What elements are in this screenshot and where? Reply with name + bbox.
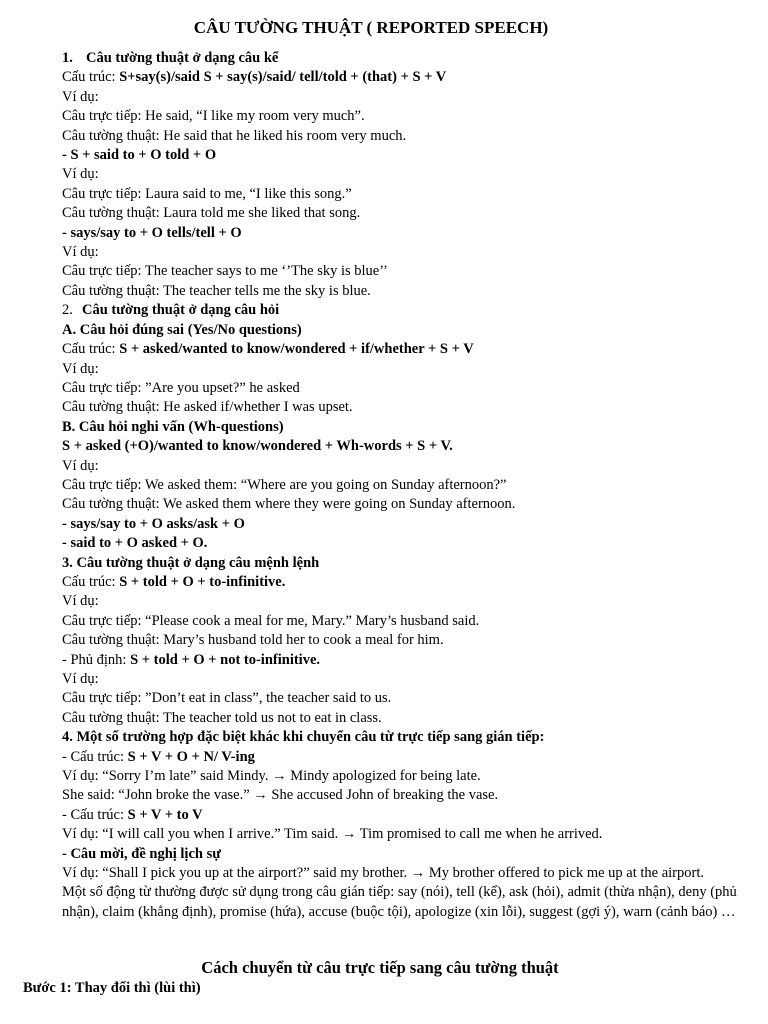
line-formula: S+say(s)/said S + say(s)/said/ tell/told + (that) + S + V	[119, 69, 447, 86]
line-label: - Cấu trúc:	[62, 748, 128, 765]
line-formula: S + asked/wanted to know/wondered + if/whether + S + V	[119, 341, 474, 358]
text-line: Ví dụ: “I will call you when I arrive.” Tim said. → Tim promised to call me when he arrived.	[62, 826, 603, 843]
text-line: Câu trực tiếp: Laura said to me, “I like this song.”	[62, 185, 352, 202]
text-line: Một số động từ thường được sử dụng trong câu gián tiếp: say (nói), tell (kể), ask (hỏi), admit (thừa nhận), deny (phủ nhận), claim (khẳng định), promise (hứa), accuse (buộc tội), apologize (xin lỗi), suggest (gợi ý), warn (cảnh báo) …	[62, 884, 737, 920]
text-line	[62, 651, 752, 670]
text-line: Ví dụ:	[62, 166, 99, 183]
section-heading	[62, 301, 752, 320]
text-line	[62, 806, 752, 825]
section-heading	[62, 49, 752, 68]
text-line: - S + said to + O told + O	[62, 147, 217, 164]
line-formula: S + told + O + to-infinitive.	[119, 573, 286, 590]
line-label: Cấu trúc:	[62, 69, 120, 86]
line-label: Cấu trúc:	[62, 573, 120, 590]
line-label: - Cấu trúc:	[62, 806, 128, 823]
text-line: Câu tường thuật: We asked them where they were going on Sunday afternoon.	[62, 496, 516, 513]
text-line: - said to + O asked + O.	[62, 535, 208, 552]
text-line: 4. Một số trường hợp đặc biệt khác khi chuyển câu từ trực tiếp sang gián tiếp:	[62, 729, 545, 746]
line-label: Cấu trúc:	[62, 341, 120, 358]
section-number: 1.	[62, 50, 73, 66]
section-subtitle: Cách chuyển từ câu trực tiếp sang câu tường thuật	[201, 958, 559, 977]
text-line: Ví dụ:	[62, 671, 99, 687]
document-body	[62, 49, 752, 922]
text-line: Câu tường thuật: Mary’s husband told her to cook a meal for him.	[62, 632, 444, 649]
section-number: 2.	[62, 302, 73, 319]
step-heading: Bước 1: Thay đổi thì (lùi thì)	[23, 980, 201, 996]
text-line: Câu trực tiếp: The teacher says to me ‘’The sky is blue’’	[62, 263, 388, 280]
text-line: Câu tường thuật: He said that he liked his room very much.	[62, 127, 407, 144]
text-line: Ví dụ:	[62, 360, 99, 377]
text-line	[62, 340, 752, 359]
page-title: CÂU TƯỜNG THUẬT ( REPORTED SPEECH)	[193, 18, 549, 37]
line-formula: S + told + O + not to-infinitive.	[130, 651, 321, 668]
text-line: Ví dụ:	[62, 244, 99, 261]
text-line	[62, 573, 752, 592]
text-line: - says/say to + O asks/ask + O	[62, 515, 245, 532]
text-line: Câu trực tiếp: ”Don’t eat in class”, the teacher said to us.	[62, 690, 392, 707]
text-line: S + asked (+O)/wanted to know/wondered + Wh-words + S + V.	[62, 438, 453, 455]
section-title: Câu tường thuật ở dạng câu kể	[86, 50, 279, 66]
text-line	[62, 748, 752, 767]
line-label: - Phủ định:	[62, 651, 131, 668]
text-line: Ví dụ: “Sorry I’m late” said Mindy. → Mindy apologized for being late.	[62, 768, 481, 785]
text-line: Ví dụ: “Shall I pick you up at the airport?” said my brother. → My brother offered to pick me up at the airport.	[62, 865, 704, 882]
text-line: Ví dụ:	[62, 593, 99, 610]
text-line: Ví dụ:	[62, 88, 99, 105]
section-title: Câu tường thuật ở dạng câu hỏi	[82, 302, 280, 319]
text-line: - says/say to + O tells/tell + O	[62, 224, 242, 241]
line-formula: S + V + to V	[127, 806, 203, 823]
text-line: Câu trực tiếp: We asked them: “Where are you going on Sunday afternoon?”	[62, 476, 507, 493]
line-formula: S + V + O + N/ V-ing	[127, 748, 255, 765]
text-line: Câu tường thuật: He asked if/whether I was upset.	[62, 399, 353, 416]
text-line: Câu tường thuật: The teacher tells me the sky is blue.	[62, 282, 371, 299]
text-line: Câu trực tiếp: ”Are you upset?” he asked	[62, 379, 300, 396]
text-line: Câu tường thuật: Laura told me she liked that song.	[62, 205, 361, 222]
text-line: She said: “John broke the vase.” → She accused John of breaking the vase.	[62, 787, 499, 804]
text-line	[62, 68, 752, 87]
text-line: - Câu mời, đề nghị lịch sự	[62, 845, 221, 862]
text-line: Câu tường thuật: The teacher told us not to eat in class.	[62, 709, 382, 726]
text-line: Câu trực tiếp: “Please cook a meal for me, Mary.” Mary’s husband said.	[62, 612, 480, 629]
text-line: 3. Câu tường thuật ở dạng câu mệnh lệnh	[62, 554, 320, 571]
text-line: B. Câu hỏi nghi vấn (Wh-questions)	[62, 418, 284, 435]
text-line: Câu trực tiếp: He said, “I like my room very much”.	[62, 108, 365, 125]
text-line: Ví dụ:	[62, 457, 99, 474]
text-line: A. Câu hỏi đúng sai (Yes/No questions)	[62, 321, 302, 338]
